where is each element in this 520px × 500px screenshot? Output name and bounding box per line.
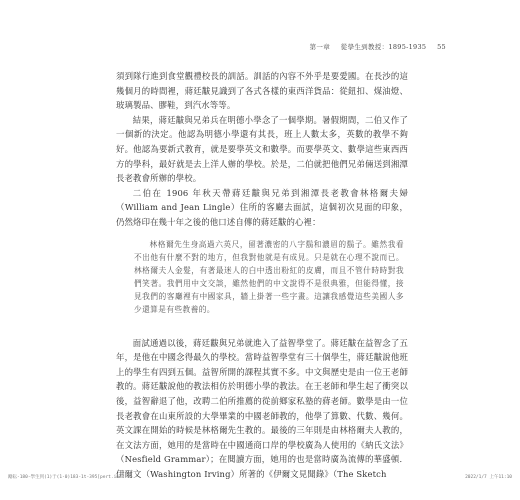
paragraph: 面試通過以後，蔣廷黻與兄弟就進入了益智學堂了。蔣廷黻在益智念了五年，是他在中國念得最久的學校。當時益智學堂有三十個學生，蔣廷黻說他班上的學生有四到五個。益智所開的課程其實不多。中文與歷史是由一位王老師教的。蔣廷黻說他的教法相仿於明德小學的教法。在王老師和學生起了衝突以後，益智辭退了他，改聘二伯所推薦的從前鄉家私塾的蔣老師。數學是由一位長老教會在山東所設的大學畢業的中國老師教的，他學了算數、代數、幾何。英文課在開始的時候是林格爾先生教的。最後的三年則是由林格爾夫人教的，在文法方面，她用的是當時在中國通商口岸的學校廣為人使用的《納氏文法》（Nesfield Grammar）；在閱讀方面，她用的也是當時廣為流傳的華盛頓．伊爾文（Washington Irving）所著的《伊爾文見聞錄》（The Sketch	[116, 337, 408, 479]
body-text	[116, 69, 408, 481]
chapter-title: 從學生到教授：1895-1935	[340, 43, 427, 51]
running-header	[310, 42, 446, 51]
paragraph: 二伯在 1906 年秋天帶蔣廷黻與兄弟到湘潭長老教會林格爾夫婦（William and Jean Lingle）住所的客廳去面試，這個初次見面的印象，仍然烙印在幾十年之後的他口述自傳的蔣廷黻的心裡：	[116, 187, 408, 227]
block-quote-text: 林格爾先生身高過六英尺，留著濃密的八字鬍和濃眉的鬍子。雖然我看不出他有什麼不對的地方，但我對他就是有成見。只是就在心理不說而已。林格爾夫人金髮，有著最迷人的白中透出粉紅的皮膚，而且不管什時時對我們笑著。我們用中文交談，雖然他們的中文說得不是很典雅，但能得懂，接見我們的客廳裡有中國家具，牆上掛著一些字畫。這讓我感覺這些美國人多少還算是有些教養的。	[134, 239, 404, 314]
paragraph: 須到隊行進到食堂觀禮校長的訓話。訓話的內容不外乎是要愛國。在長沙的這幾個月的時間裡，蔣廷黻見識到了各式各樣的東西洋貨品：從鈕扣、煤油燈、玻璃製品、膠鞋，到汽水等等。	[116, 71, 408, 111]
print-slug-date: 2022/1/7 上午11:10	[465, 475, 512, 480]
paragraph: 結果，蔣廷黻與兄弟兵在明德小學念了一個學期。暑假期間，二伯又作了一個新的決定。他認為明德小學還有其長，班上人數太多，英數的教學不夠好。他認為要新式教育，就是要學英文和數學。而要學英文、數學這些東西西方的學科，最好就是去上洋人辦的學校。於是，二伯就把他們兄弟倆送到湘潭長老教會所辦的學校。	[116, 114, 408, 184]
print-slug-file: 勵耘-180-學生到(1)于(1-0)183-1t-395[pert.indd 35	[8, 475, 133, 480]
block-quote	[134, 238, 404, 316]
chapter-label: 第一章	[309, 43, 331, 51]
page-number: 55	[437, 43, 446, 51]
